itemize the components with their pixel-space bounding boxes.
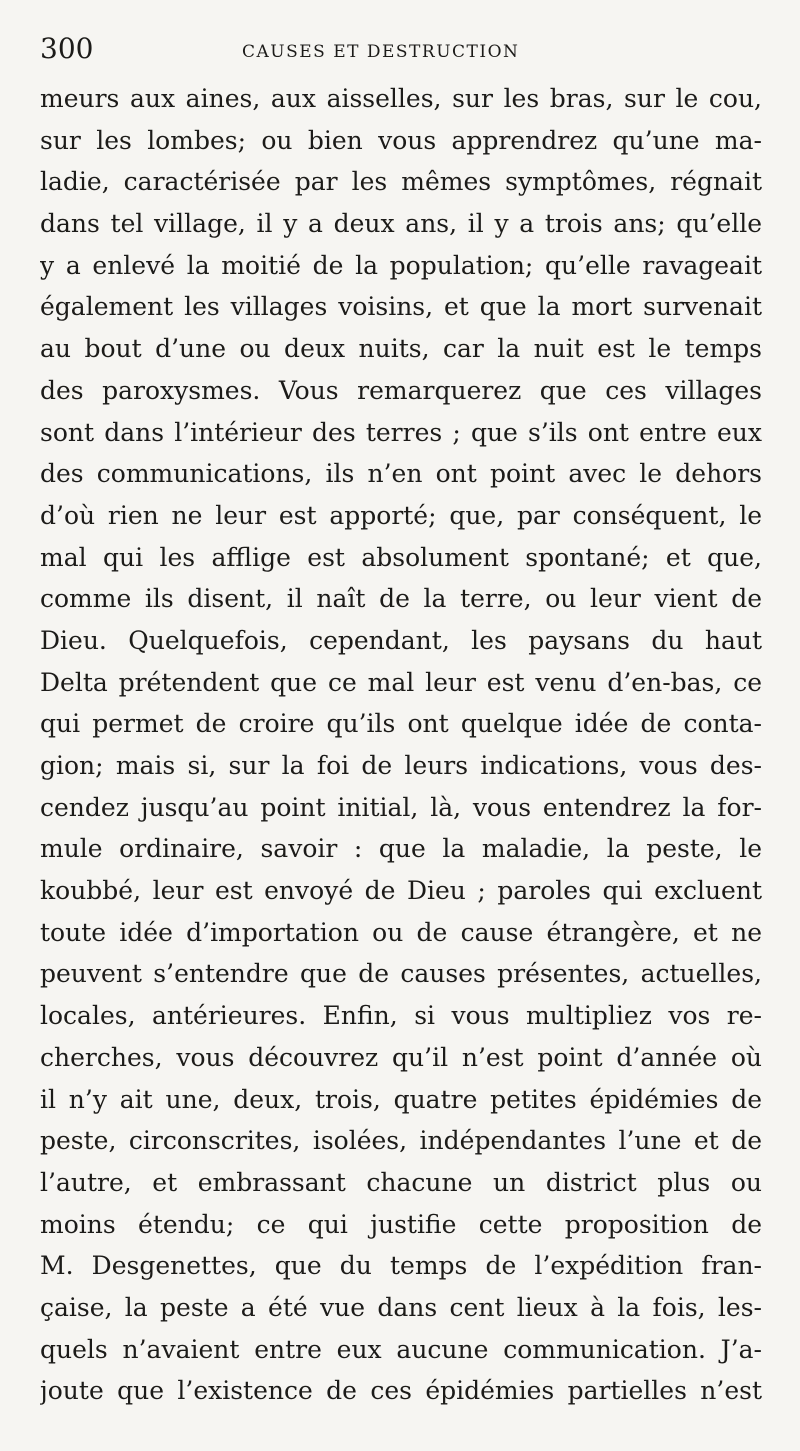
page-header [40,30,760,70]
text-line: également les villages voisins, et que la mort survenait [40,292,762,322]
text-line: M. Desgenettes, que du temps de l’expédition fran- [40,1251,762,1281]
text-line: des paroxysmes. Vous remarquerez que ces villages [40,375,762,405]
text-line: toute idée d’importation ou de cause étrangère, et ne [40,917,762,947]
text-line: d’où rien ne leur est apporté; que, par conséquent, le [40,500,762,530]
text-line: mal qui les afflige est absolument spontané; et que, [40,542,762,572]
page-number: 300 [40,32,94,65]
text-line: cherches, vous découvrez qu’il n’est point d’année où [40,1042,762,1072]
text-line: comme ils disent, il naît de la terre, ou leur vient de [40,584,762,614]
text-line: au bout d’une ou deux nuits, car la nuit est le temps [40,334,762,364]
text-line: ladie, caractérisée par les mêmes symptômes, régnait [40,167,762,197]
text-line: Delta prétendent que ce mal leur est venu d’en-bas, ce [40,667,762,697]
text-line: meurs aux aines, aux aisselles, sur les bras, sur le cou, [40,84,762,113]
text-line: peuvent s’entendre que de causes présentes, actuelles, [40,959,762,989]
text-line: l’autre, et embrassant chacune un district plus ou [40,1167,762,1197]
text-line: y a enlevé la moitié de la population; qu’elle ravageait [40,250,762,280]
text-line: Dieu. Quelquefois, cependant, les paysans du haut [40,625,762,655]
text-line: locales, antérieures. Enfin, si vous multipliez vos re- [40,1001,762,1031]
text-line: quels n’avaient entre eux aucune communication. J’a- [40,1334,762,1364]
text-line: mule ordinaire, savoir : que la maladie, la peste, le [40,834,762,864]
running-head: CAUSES ET DESTRUCTION [242,42,520,62]
text-line: sur les lombes; ou bien vous apprendrez qu’une ma- [40,125,762,155]
text-line: peste, circonscrites, isolées, indépendantes l’une et de [40,1126,762,1156]
body-text [40,78,762,1412]
text-line: cendez jusqu’au point initial, là, vous entendrez la for- [40,792,762,822]
text-line: dans tel village, il y a deux ans, il y a trois ans; qu’elle [40,209,762,239]
text-line: joute que l’existence de ces épidémies partielles n’est [40,1376,762,1406]
text-line: sont dans l’intérieur des terres ; que s’ils ont entre eux [40,417,762,447]
text-line: çaise, la peste a été vue dans cent lieux à la fois, les- [40,1292,762,1322]
text-line: il n’y ait une, deux, trois, quatre petites épidémies de [40,1084,762,1114]
text-line: des communications, ils n’en ont point avec le dehors [40,459,762,489]
text-line: qui permet de croire qu’ils ont quelque idée de conta- [40,709,762,739]
text-line: gion; mais si, sur la foi de leurs indications, vous des- [40,751,762,780]
text-line: moins étendu; ce qui justifie cette proposition de [40,1209,762,1239]
text-line: koubbé, leur est envoyé de Dieu ; paroles qui excluent [40,876,762,906]
